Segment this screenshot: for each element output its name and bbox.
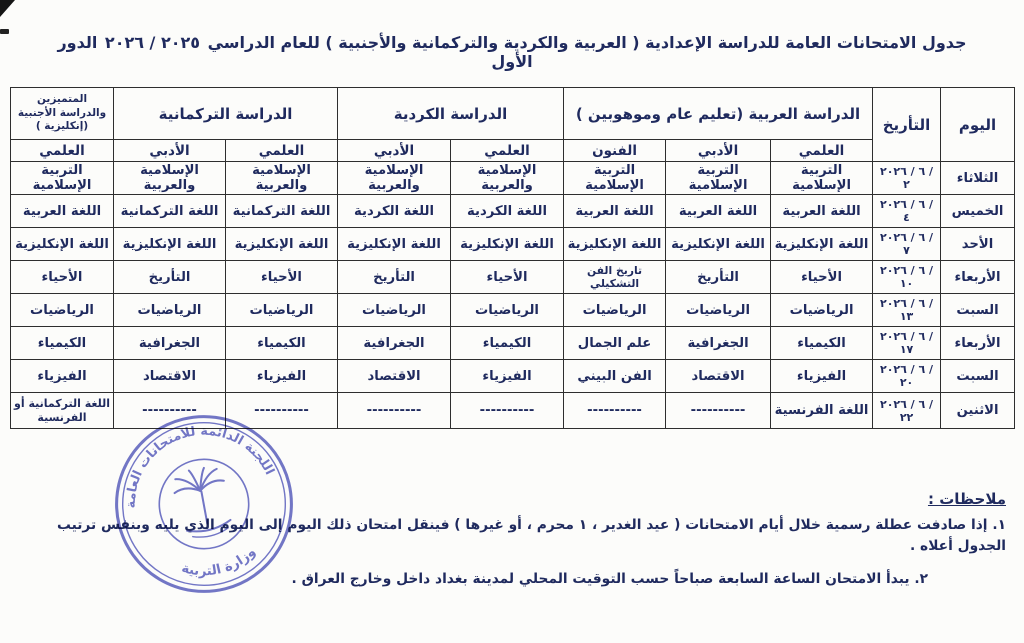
subheader-turkmen-scientific: العلمي [226, 140, 338, 162]
table-row [11, 261, 1015, 294]
column-group-arabic-study: الدراسة العربية (تعليم عام وموهوبين ) [564, 88, 873, 140]
subject-cell: اللغة العربية [11, 195, 114, 228]
date-cell: ٢٠٢٦ / ٦ / ٤ [873, 195, 941, 228]
subject-cell: ---------- [451, 393, 564, 429]
subject-cell: اللغة الإنكليزية [338, 228, 451, 261]
title-suffix: الدور الأول [57, 33, 533, 71]
subheader-kurdish-literary: الأدبي [338, 140, 451, 162]
subject-cell: الاقتصاد [338, 360, 451, 393]
date-cell: ٢٠٢٦ / ٦ / ١٠ [873, 261, 941, 294]
subject-cell: الأحياء [771, 261, 873, 294]
subject-cell: الفيزياء [451, 360, 564, 393]
column-group-kurdish-study: الدراسة الكردية [338, 88, 564, 140]
subject-cell: الكيمياء [451, 327, 564, 360]
subject-cell: ---------- [338, 393, 451, 429]
table-row [11, 393, 1015, 429]
subject-cell: الأحياء [451, 261, 564, 294]
subject-cell: الإسلامية والعربية [226, 162, 338, 195]
subject-cell: التربية الإسلامية [771, 162, 873, 195]
subheader-turkmen-literary: الأدبي [114, 140, 226, 162]
subheader-kurdish-scientific: العلمي [451, 140, 564, 162]
subject-cell: ---------- [564, 393, 666, 429]
date-cell: ٢٠٢٦ / ٦ / ٢٢ [873, 393, 941, 429]
column-group-turkmen-study: الدراسة التركمانية [114, 88, 338, 140]
subject-cell: التربية الإسلامية [666, 162, 771, 195]
subject-cell: اللغة الإنكليزية [451, 228, 564, 261]
subject-cell: الكيمياء [771, 327, 873, 360]
subject-cell: الإسلامية والعربية [338, 162, 451, 195]
subject-cell: الرياضيات [771, 294, 873, 327]
subject-cell: اللغة الفرنسية [771, 393, 873, 429]
day-cell: الأربعاء [941, 261, 1015, 294]
scan-artifact [0, 0, 15, 17]
notes-heading: ملاحظات : [927, 490, 1006, 508]
subject-cell: اللغة العربية [771, 195, 873, 228]
subject-cell: الجغرافية [666, 327, 771, 360]
subject-cell: التأريخ [114, 261, 226, 294]
subject-cell: الاقتصاد [666, 360, 771, 393]
subject-cell: الرياضيات [226, 294, 338, 327]
subject-cell: الرياضيات [114, 294, 226, 327]
subject-cell: اللغة الإنكليزية [226, 228, 338, 261]
subheader-arabic-scientific: العلمي [771, 140, 873, 162]
subject-cell: اللغة الإنكليزية [564, 228, 666, 261]
subject-cell: اللغة العربية [564, 195, 666, 228]
subject-cell: اللغة الإنكليزية [771, 228, 873, 261]
subject-cell: الإسلامية والعربية [451, 162, 564, 195]
title-school-years: ٢٠٢٦ / ٢٠٢٥ [104, 33, 201, 52]
scan-artifact [0, 29, 9, 34]
date-cell: ٢٠٢٦ / ٦ / ٢ [873, 162, 941, 195]
stamp-arc-bottom-text: وزارة التربية [179, 544, 259, 580]
subject-cell: الرياضيات [451, 294, 564, 327]
subject-cell: ---------- [666, 393, 771, 429]
day-cell: الأربعاء [941, 327, 1015, 360]
subject-cell: اللغة التركمانية [226, 195, 338, 228]
table-row [11, 294, 1015, 327]
subject-cell: اللغة الكردية [338, 195, 451, 228]
subject-cell: اللغة الإنكليزية [114, 228, 226, 261]
subject-cell: اللغة الكردية [451, 195, 564, 228]
day-cell: السبت [941, 294, 1015, 327]
subject-cell: الأحياء [11, 261, 114, 294]
subject-cell: الاقتصاد [114, 360, 226, 393]
subheader-arabic-literary: الأدبي [666, 140, 771, 162]
subheader-arabic-arts: الفنون [564, 140, 666, 162]
table-row [11, 360, 1015, 393]
subject-cell: التأريخ [666, 261, 771, 294]
subject-cell: الفيزياء [11, 360, 114, 393]
table-row [11, 327, 1015, 360]
subject-cell: الكيمياء [11, 327, 114, 360]
subject-cell: الفن البيني [564, 360, 666, 393]
subject-cell: الجغرافية [114, 327, 226, 360]
column-group-elite-foreign-study: المتميزين والدراسة الأجنبية (إنكليزية ) [11, 88, 114, 140]
subject-cell: التأريخ [338, 261, 451, 294]
subject-cell: الإسلامية والعربية [114, 162, 226, 195]
day-cell: الثلاثاء [941, 162, 1015, 195]
date-cell: ٢٠٢٦ / ٦ / ١٧ [873, 327, 941, 360]
subject-cell: الجغرافية [338, 327, 451, 360]
subject-cell: اللغة العربية [666, 195, 771, 228]
subject-cell: اللغة الإنكليزية [11, 228, 114, 261]
note-item: ٢. يبدأ الامتحان الساعة السابعة صباحاً حسب التوقيت المحلي لمدينة بغداد داخل وخارج العراق . [291, 571, 928, 588]
day-cell: الأحد [941, 228, 1015, 261]
column-header-date: التأريخ [873, 88, 941, 162]
column-header-day: اليوم [941, 88, 1015, 162]
subject-cell: التربية الإسلامية [11, 162, 114, 195]
subject-cell: تاريخ الفن التشكيلي [564, 261, 666, 294]
date-cell: ٢٠٢٦ / ٦ / ٢٠ [873, 360, 941, 393]
subject-cell: الرياضيات [11, 294, 114, 327]
table-row [11, 195, 1015, 228]
notes-section [18, 490, 1006, 603]
day-cell: السبت [941, 360, 1015, 393]
document-title [40, 33, 984, 71]
table-row [11, 162, 1015, 195]
date-cell: ٢٠٢٦ / ٦ / ٧ [873, 228, 941, 261]
exam-schedule-table [10, 87, 1015, 429]
subject-cell: اللغة التركمانية أو الفرنسية [11, 393, 114, 429]
subject-cell: الكيمياء [226, 327, 338, 360]
subject-cell: اللغة التركمانية [114, 195, 226, 228]
subject-cell: ---------- [114, 393, 226, 429]
subject-cell: اللغة الإنكليزية [666, 228, 771, 261]
subject-cell: الأحياء [226, 261, 338, 294]
subject-cell: الرياضيات [564, 294, 666, 327]
subheader-elite-scientific: العلمي [11, 140, 114, 162]
subject-cell: التربية الإسلامية [564, 162, 666, 195]
day-cell: الاثنين [941, 393, 1015, 429]
day-cell: الخميس [941, 195, 1015, 228]
subject-cell: علم الجمال [564, 327, 666, 360]
title-prefix: جدول الامتحانات العامة للدراسة الإعدادية ( العربية والكردية والتركمانية والأجنبية ) للعام الدراسي [207, 33, 967, 52]
stamp-arc-top-text: اللجنة الدائمة للامتحانات العامة [122, 422, 278, 509]
note-item: ١. إذا صادفت عطلة رسمية خلال أيام الامتحانات ( عيد الغدير ، ١ محرم ، أو غيرها ) فينقل امتحان ذلك اليوم إلى اليوم الذي يليه وبنفس ترتيب الجدول أعلاه . [57, 517, 1006, 554]
subject-cell: الرياضيات [338, 294, 451, 327]
subject-cell: الرياضيات [666, 294, 771, 327]
date-cell: ٢٠٢٦ / ٦ / ١٣ [873, 294, 941, 327]
table-row [11, 228, 1015, 261]
subject-cell: ---------- [226, 393, 338, 429]
subject-cell: الفيزياء [771, 360, 873, 393]
subject-cell: الفيزياء [226, 360, 338, 393]
